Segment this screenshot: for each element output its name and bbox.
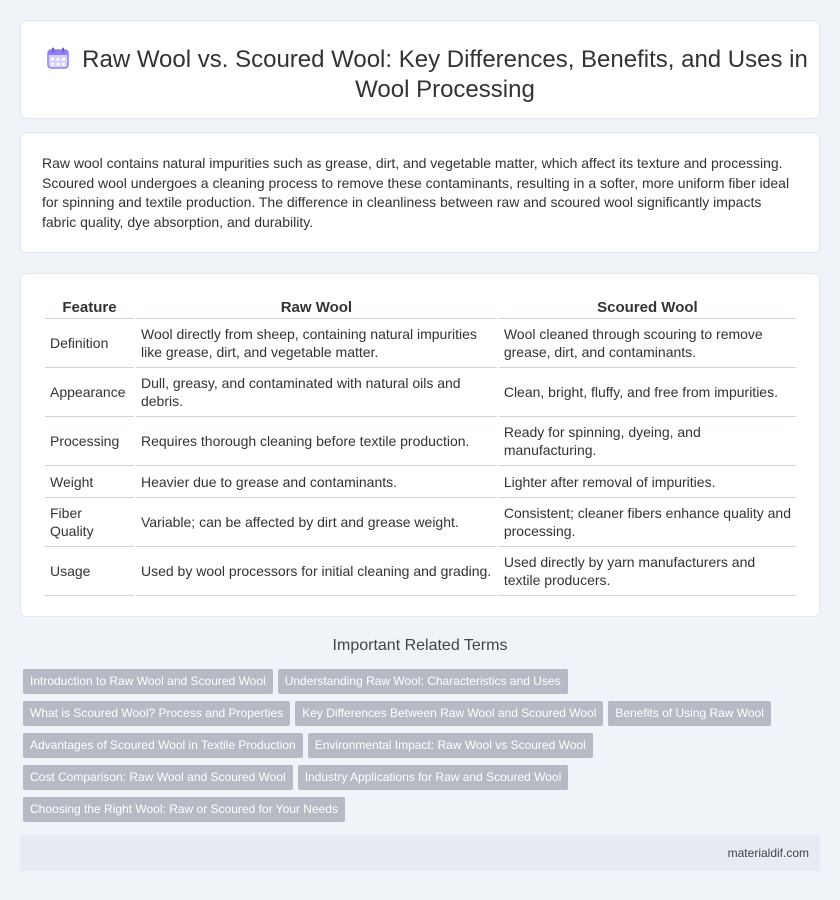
row-raw-wool: Used by wool processors for initial cleaning and grading.: [136, 547, 497, 596]
row-scoured-wool: Ready for spinning, dyeing, and manufacturing.: [499, 417, 796, 466]
related-term-tag[interactable]: Cost Comparison: Raw Wool and Scoured Wool: [23, 765, 293, 790]
related-term-tag[interactable]: What is Scoured Wool? Process and Properties: [23, 701, 290, 726]
row-scoured-wool: Consistent; cleaner fibers enhance quality and processing.: [499, 498, 796, 547]
table-row: [45, 547, 796, 596]
table-row: [45, 368, 796, 417]
footer: [20, 835, 820, 871]
comparison-table: [43, 294, 798, 596]
footer-site-link[interactable]: materialdif.com: [727, 846, 809, 860]
row-feature: Processing: [45, 417, 134, 466]
row-raw-wool: Requires thorough cleaning before textile production.: [136, 417, 497, 466]
related-term-tag[interactable]: Choosing the Right Wool: Raw or Scoured for Your Needs: [23, 797, 345, 822]
related-term-tag[interactable]: Introduction to Raw Wool and Scoured Wool: [23, 669, 273, 694]
related-term-tag[interactable]: Benefits of Using Raw Wool: [608, 701, 771, 726]
related-terms-list: [23, 669, 813, 829]
header-raw-wool: Raw Wool: [136, 294, 497, 319]
row-scoured-wool: Lighter after removal of impurities.: [499, 466, 796, 498]
row-scoured-wool: Wool cleaned through scouring to remove grease, dirt, and contaminants.: [499, 319, 796, 368]
row-raw-wool: Heavier due to grease and contaminants.: [136, 466, 497, 498]
header-scoured-wool: Scoured Wool: [499, 294, 796, 319]
related-term-tag[interactable]: Key Differences Between Raw Wool and Scoured Wool: [295, 701, 603, 726]
calendar-icon: [47, 47, 69, 69]
comparison-card: [20, 273, 820, 617]
header-feature: Feature: [45, 294, 134, 319]
row-raw-wool: Dull, greasy, and contaminated with natural oils and debris.: [136, 368, 497, 417]
table-header-row: [45, 294, 796, 319]
related-term-tag[interactable]: Advantages of Scoured Wool in Textile Production: [23, 733, 303, 758]
table-row: [45, 319, 796, 368]
row-feature: Weight: [45, 466, 134, 498]
intro-paragraph: Raw wool contains natural impurities such as grease, dirt, and vegetable matter, which affect its texture and processing. Scoured wool undergoes a cleaning process to remove these contaminants, resulting in a softer, more uniform fiber ideal for spinning and textile production. The difference in cleanliness between raw and scoured wool significantly impacts fabric quality, dye absorption, and durability.: [42, 155, 790, 230]
row-feature: Usage: [45, 547, 134, 596]
row-feature: Definition: [45, 319, 134, 368]
row-scoured-wool: Used directly by yarn manufacturers and textile producers.: [499, 547, 796, 596]
page-title: Raw Wool vs. Scoured Wool: Key Differences, Benefits, and Uses in Wool Processing: [82, 46, 808, 103]
related-term-tag[interactable]: Environmental Impact: Raw Wool vs Scoured Wool: [308, 733, 593, 758]
header-card: [20, 20, 820, 119]
related-term-tag[interactable]: Industry Applications for Raw and Scoured Wool: [298, 765, 569, 790]
row-raw-wool: Variable; can be affected by dirt and grease weight.: [136, 498, 497, 547]
table-row: [45, 498, 796, 547]
row-raw-wool: Wool directly from sheep, containing natural impurities like grease, dirt, and vegetable matter.: [136, 319, 497, 368]
related-terms-heading: Important Related Terms: [332, 637, 508, 654]
row-scoured-wool: Clean, bright, fluffy, and free from impurities.: [499, 368, 796, 417]
related-term-tag[interactable]: Understanding Raw Wool: Characteristics and Uses: [278, 669, 568, 694]
intro-card: [20, 132, 820, 253]
row-feature: Appearance: [45, 368, 134, 417]
table-row: [45, 466, 796, 498]
table-row: [45, 417, 796, 466]
row-feature: Fiber Quality: [45, 498, 134, 547]
